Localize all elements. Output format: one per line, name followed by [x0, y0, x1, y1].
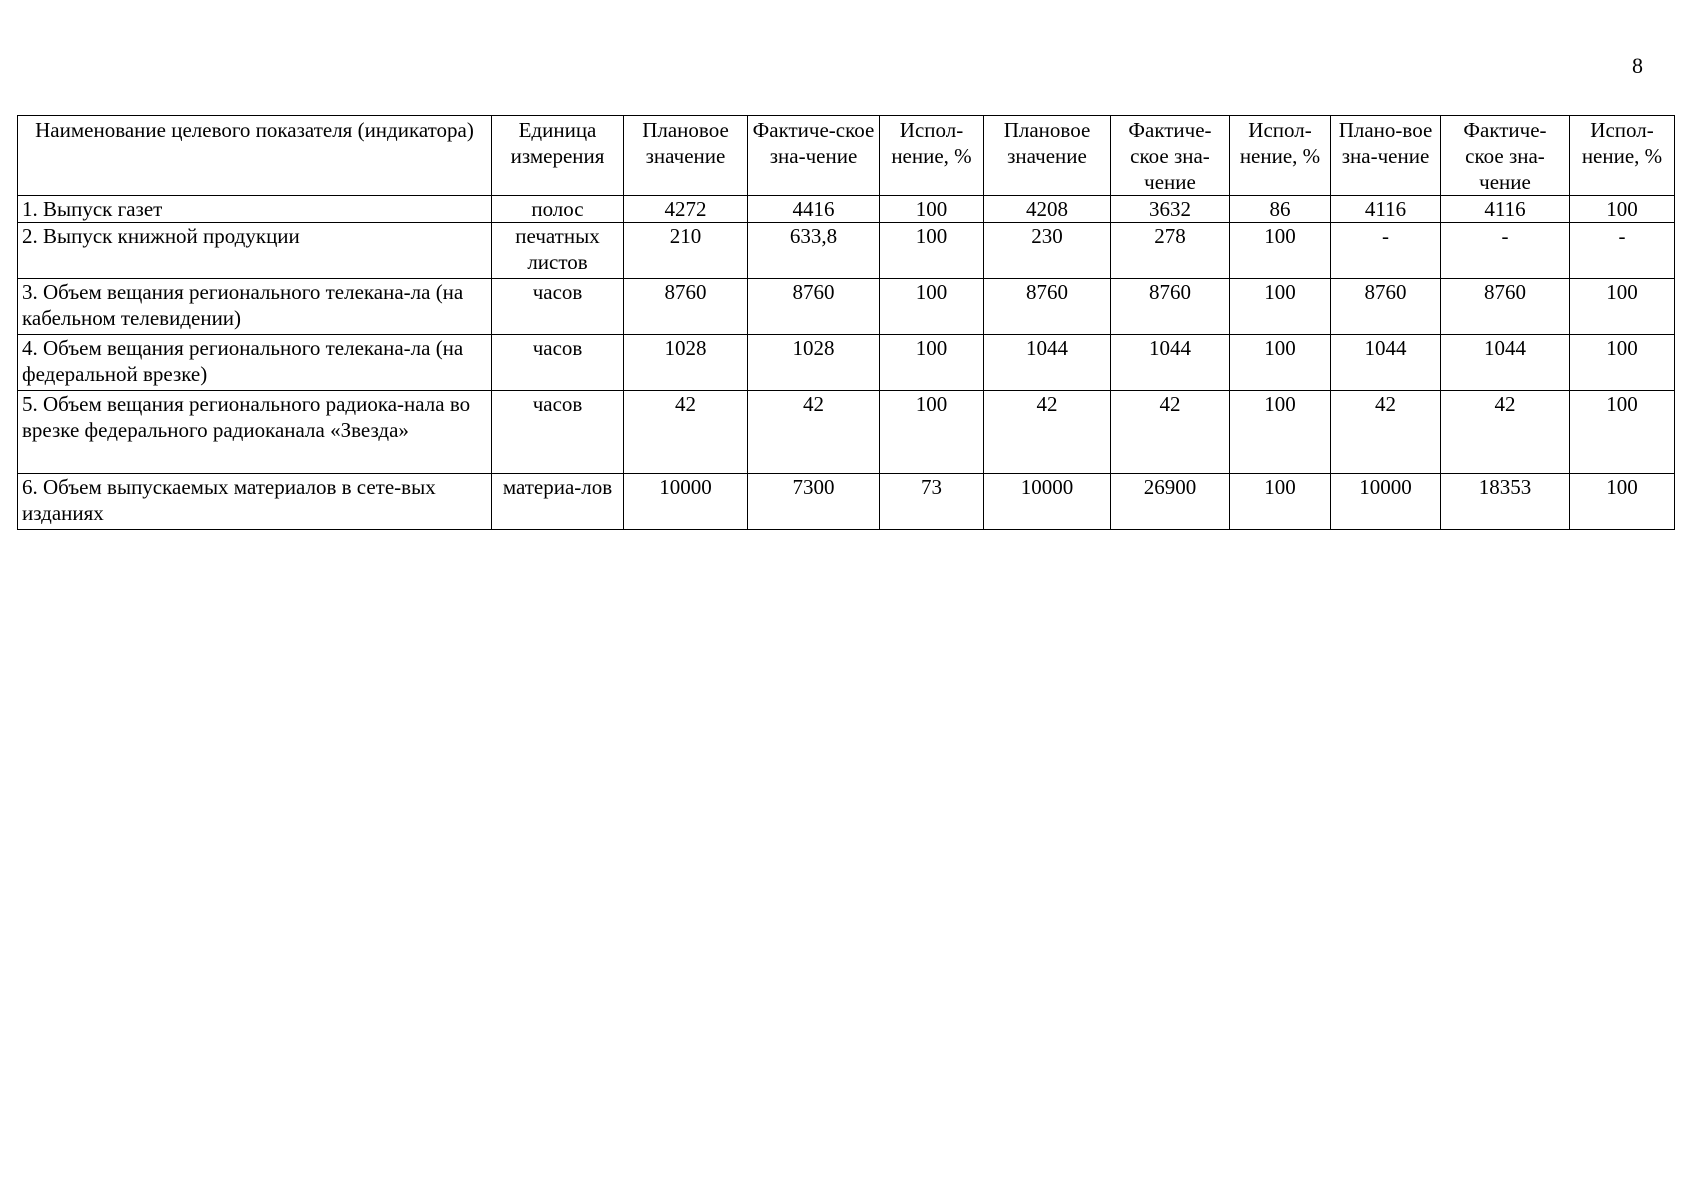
- unit-cell: часов: [492, 335, 624, 391]
- value-cell: 8760: [624, 279, 748, 335]
- value-cell: 210: [624, 223, 748, 279]
- value-cell: 100: [880, 223, 984, 279]
- indicator-name: 4. Объем вещания регионального телекана-ла (на федеральной врезке): [18, 335, 492, 391]
- value-cell: 100: [880, 391, 984, 474]
- value-cell: 1028: [748, 335, 880, 391]
- value-cell: 100: [1570, 196, 1675, 223]
- table-row: [18, 196, 1675, 223]
- unit-cell: часов: [492, 279, 624, 335]
- table-row: [18, 223, 1675, 279]
- value-cell: -: [1570, 223, 1675, 279]
- indicator-name: 5. Объем вещания регионального радиока-нала во врезке федерального радиоканала «Звезда»: [18, 391, 492, 474]
- value-cell: 10000: [1331, 474, 1441, 530]
- header-planned-1: Плановое значение: [624, 116, 748, 196]
- value-cell: 42: [748, 391, 880, 474]
- value-cell: 1028: [624, 335, 748, 391]
- value-cell: 10000: [624, 474, 748, 530]
- value-cell: 26900: [1111, 474, 1230, 530]
- value-cell: 100: [880, 196, 984, 223]
- value-cell: 42: [1111, 391, 1230, 474]
- header-planned-3: Плано-вое зна-чение: [1331, 116, 1441, 196]
- header-unit: Единица измерения: [492, 116, 624, 196]
- value-cell: 1044: [1111, 335, 1230, 391]
- value-cell: 8760: [1331, 279, 1441, 335]
- header-planned-2: Плановое значение: [984, 116, 1111, 196]
- value-cell: 100: [1570, 474, 1675, 530]
- unit-cell: печатных листов: [492, 223, 624, 279]
- value-cell: 4116: [1441, 196, 1570, 223]
- value-cell: 100: [1570, 391, 1675, 474]
- value-cell: 1044: [1331, 335, 1441, 391]
- table-row: [18, 335, 1675, 391]
- indicator-name: 1. Выпуск газет: [18, 196, 492, 223]
- value-cell: 100: [1570, 279, 1675, 335]
- value-cell: 100: [1230, 474, 1331, 530]
- value-cell: 100: [1230, 391, 1331, 474]
- header-execution-2: Испол-нение, %: [1230, 116, 1331, 196]
- header-actual-2: Фактиче-ское зна-чение: [1111, 116, 1230, 196]
- unit-cell: полос: [492, 196, 624, 223]
- header-actual-1: Фактиче-ское зна-чение: [748, 116, 880, 196]
- value-cell: 42: [984, 391, 1111, 474]
- indicator-name: 2. Выпуск книжной продукции: [18, 223, 492, 279]
- value-cell: 4416: [748, 196, 880, 223]
- table-row: [18, 279, 1675, 335]
- value-cell: 230: [984, 223, 1111, 279]
- header-indicator-name: Наименование целевого показателя (индикатора): [18, 116, 492, 196]
- table-header-row: [18, 116, 1675, 196]
- value-cell: 4116: [1331, 196, 1441, 223]
- value-cell: 100: [1230, 335, 1331, 391]
- value-cell: 1044: [984, 335, 1111, 391]
- value-cell: 8760: [984, 279, 1111, 335]
- header-execution-1: Испол-нение, %: [880, 116, 984, 196]
- value-cell: 100: [1570, 335, 1675, 391]
- value-cell: 100: [880, 335, 984, 391]
- page-number: 8: [1632, 53, 1643, 78]
- value-cell: 278: [1111, 223, 1230, 279]
- table-row: [18, 474, 1675, 530]
- value-cell: 100: [1230, 223, 1331, 279]
- value-cell: -: [1441, 223, 1570, 279]
- indicator-name: 3. Объем вещания регионального телекана-ла (на кабельном телевидении): [18, 279, 492, 335]
- table-row: [18, 391, 1675, 474]
- value-cell: 42: [1331, 391, 1441, 474]
- value-cell: 8760: [1111, 279, 1230, 335]
- value-cell: 8760: [1441, 279, 1570, 335]
- value-cell: 4272: [624, 196, 748, 223]
- value-cell: 3632: [1111, 196, 1230, 223]
- indicator-name: 6. Объем выпускаемых материалов в сете-вых изданиях: [18, 474, 492, 530]
- header-execution-3: Испол-нение, %: [1570, 116, 1675, 196]
- value-cell: 10000: [984, 474, 1111, 530]
- value-cell: 4208: [984, 196, 1111, 223]
- value-cell: 42: [1441, 391, 1570, 474]
- value-cell: 73: [880, 474, 984, 530]
- unit-cell: материа-лов: [492, 474, 624, 530]
- indicators-table: [17, 115, 1675, 530]
- value-cell: 100: [880, 279, 984, 335]
- value-cell: 18353: [1441, 474, 1570, 530]
- value-cell: 7300: [748, 474, 880, 530]
- value-cell: 100: [1230, 279, 1331, 335]
- unit-cell: часов: [492, 391, 624, 474]
- value-cell: 42: [624, 391, 748, 474]
- value-cell: 86: [1230, 196, 1331, 223]
- value-cell: 1044: [1441, 335, 1570, 391]
- value-cell: 633,8: [748, 223, 880, 279]
- header-actual-3: Фактиче-ское зна-чение: [1441, 116, 1570, 196]
- value-cell: -: [1331, 223, 1441, 279]
- value-cell: 8760: [748, 279, 880, 335]
